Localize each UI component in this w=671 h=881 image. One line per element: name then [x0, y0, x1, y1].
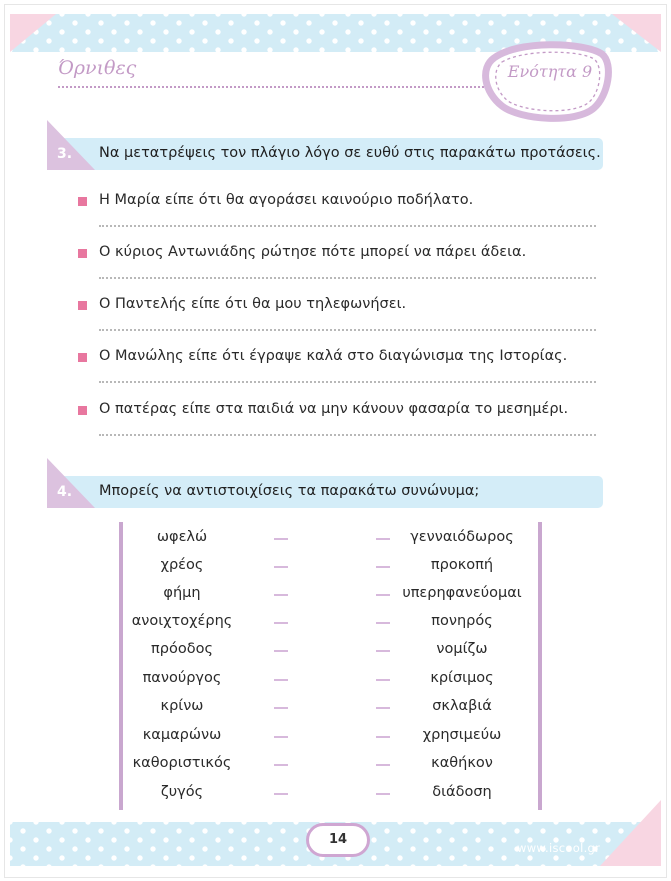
exercise-4-instruction: Μπορείς να αντιστοιχίσεις τα παρακάτω συνώνυμα; — [99, 483, 480, 499]
exercise-4-number: 4. — [57, 484, 73, 500]
right-word: κρίσιμος — [430, 670, 494, 686]
sentence-text: Ο πατέρας είπε στα παιδιά να μην κάνουν φασαρία το μεσημέρι. — [99, 401, 569, 417]
page-number: 14 — [306, 823, 370, 857]
matching-row — [124, 636, 536, 664]
matching-row — [124, 608, 536, 636]
sentence-text: Ο Παντελής είπε ότι θα μου τηλεφωνήσει. — [99, 296, 407, 312]
unit-badge-blob — [480, 40, 612, 122]
matching-left-bar — [119, 522, 123, 810]
left-word: καθοριστικός — [132, 755, 232, 771]
left-word: κρίνω — [160, 698, 204, 714]
left-dash[interactable] — [274, 764, 288, 766]
sentence-text: Ο Μανώλης είπε ότι έγραψε καλά στο διαγώνισμα της Ιστορίας. — [99, 348, 568, 364]
left-dash[interactable] — [274, 594, 288, 596]
matching-row — [124, 693, 536, 721]
right-word: υπερηφανεύομαι — [402, 585, 522, 601]
exercise-3-instruction: Να μετατρέψεις τον πλάγιο λόγο σε ευθύ στις παρακάτω προτάσεις. — [99, 145, 601, 161]
exercise-3-header — [47, 138, 603, 170]
left-dash[interactable] — [274, 538, 288, 540]
website-url: www.iscool.gr — [517, 841, 601, 855]
matching-row — [124, 665, 536, 693]
answer-line[interactable] — [99, 434, 596, 436]
sentence-text: Η Μαρία είπε ότι θα αγοράσει καινούριο ποδήλατο. — [99, 192, 474, 208]
left-dash[interactable] — [274, 622, 288, 624]
answer-line[interactable] — [99, 381, 596, 383]
left-word: φήμη — [163, 585, 201, 601]
matching-row — [124, 779, 536, 807]
right-word: γενναιόδωρος — [410, 529, 514, 545]
header-dotted-line — [58, 86, 488, 88]
answer-line[interactable] — [99, 329, 596, 331]
left-word: χρέος — [160, 557, 204, 573]
matching-row — [124, 750, 536, 778]
unit-label: Ενότητα 9 — [507, 62, 593, 81]
pink-square-bullet-icon — [78, 301, 87, 310]
sentence-text: Ο κύριος Αντωνιάδης ρώτησε πότε μπορεί να πάρει άδεια. — [99, 244, 527, 260]
left-dash[interactable] — [274, 736, 288, 738]
answer-line[interactable] — [99, 277, 596, 279]
left-dash[interactable] — [274, 793, 288, 795]
right-word: νομίζω — [436, 641, 488, 657]
left-dash[interactable] — [274, 566, 288, 568]
left-word: πρόοδος — [151, 641, 213, 657]
pink-square-bullet-icon — [78, 197, 87, 206]
left-dash[interactable] — [274, 679, 288, 681]
left-dash[interactable] — [274, 707, 288, 709]
exercise-3-number: 3. — [57, 146, 73, 162]
matching-right-bar — [538, 522, 542, 810]
left-word: πανούργος — [142, 670, 222, 686]
right-word: προκοπή — [430, 557, 494, 573]
left-word: ωφελώ — [156, 529, 208, 545]
chapter-title: Όρνιθες — [58, 57, 137, 79]
left-word: ζυγός — [160, 784, 204, 800]
right-word: σκλαβιά — [432, 698, 492, 714]
left-word: καμαρώνω — [142, 727, 222, 743]
answer-line[interactable] — [99, 225, 596, 227]
matching-row — [124, 580, 536, 608]
pink-square-bullet-icon — [78, 249, 87, 258]
right-word: πονηρός — [431, 613, 493, 629]
pink-square-bullet-icon — [78, 353, 87, 362]
left-word: ανοιχτοχέρης — [131, 613, 233, 629]
matching-row — [124, 524, 536, 552]
right-word: χρησιμεύω — [422, 727, 502, 743]
pink-square-bullet-icon — [78, 406, 87, 415]
right-word: διάδοση — [432, 784, 492, 800]
right-word: καθήκον — [431, 755, 493, 771]
matching-row — [124, 722, 536, 750]
left-dash[interactable] — [274, 650, 288, 652]
exercise-4-header — [47, 476, 603, 508]
matching-row — [124, 552, 536, 580]
